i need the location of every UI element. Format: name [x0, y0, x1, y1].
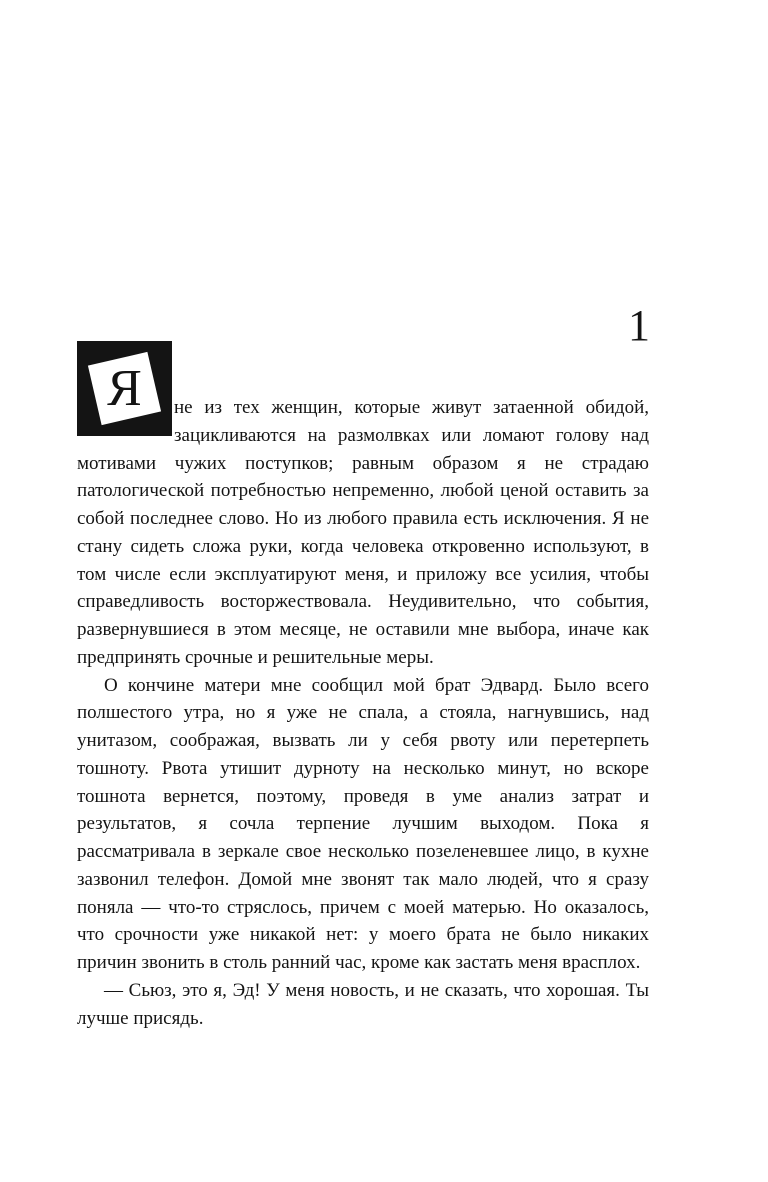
chapter-number: 1 — [628, 301, 650, 350]
body-text — [77, 394, 649, 1032]
paragraph-1: не из тех женщин, которые живут затаенной обидой, зацикливаются на размолвках или ломают голову над мотивами чужих поступков; равным образом я не страдаю патологической потребностью непременно, любой ценой оставить за собой последнее слово. Но из любого правила есть исключения. Я не стану сидеть сложа руки, когда человека откровенно используют, в том числе если эксплуатируют меня, и приложу все усилия, чтобы справедливость восторжествовала. Неудивительно, что события, развернувшиеся в этом месяце, не оставили мне выбора, иначе как предпринять срочные и решительные меры. — [77, 397, 649, 668]
paragraph-2: О кончине матери мне сообщил мой брат Эдвард. Было всего полшестого утра, но я уже не спала, а стояла, нагнувшись, над унитазом, соображая, вызвать ли у себя рвоту или перетерпеть тошноту. Рвота утишит дурноту на несколько минут, но вскоре тошнота вернется, поэтому, проведя в уме анализ затрат и результатов, я сочла терпение лучшим выходом. Пока я рассматривала в зеркале свое несколько позеленевшее лицо, в кухне зазвонил телефон. Домой мне звонят так мало людей, что я сразу поняла — что-то стряслось, причем с моей матерью. Но оказалось, что срочности уже никакой нет: у моего брата не было никаких причин звонить в столь ранний час, кроме как застать меня врасплох. — [77, 674, 649, 973]
drop-cap-letter: Я — [107, 360, 142, 417]
paragraph-3: — Сьюз, это я, Эд! У меня новость, и не сказать, что хорошая. Ты лучше присядь. — [77, 979, 649, 1029]
